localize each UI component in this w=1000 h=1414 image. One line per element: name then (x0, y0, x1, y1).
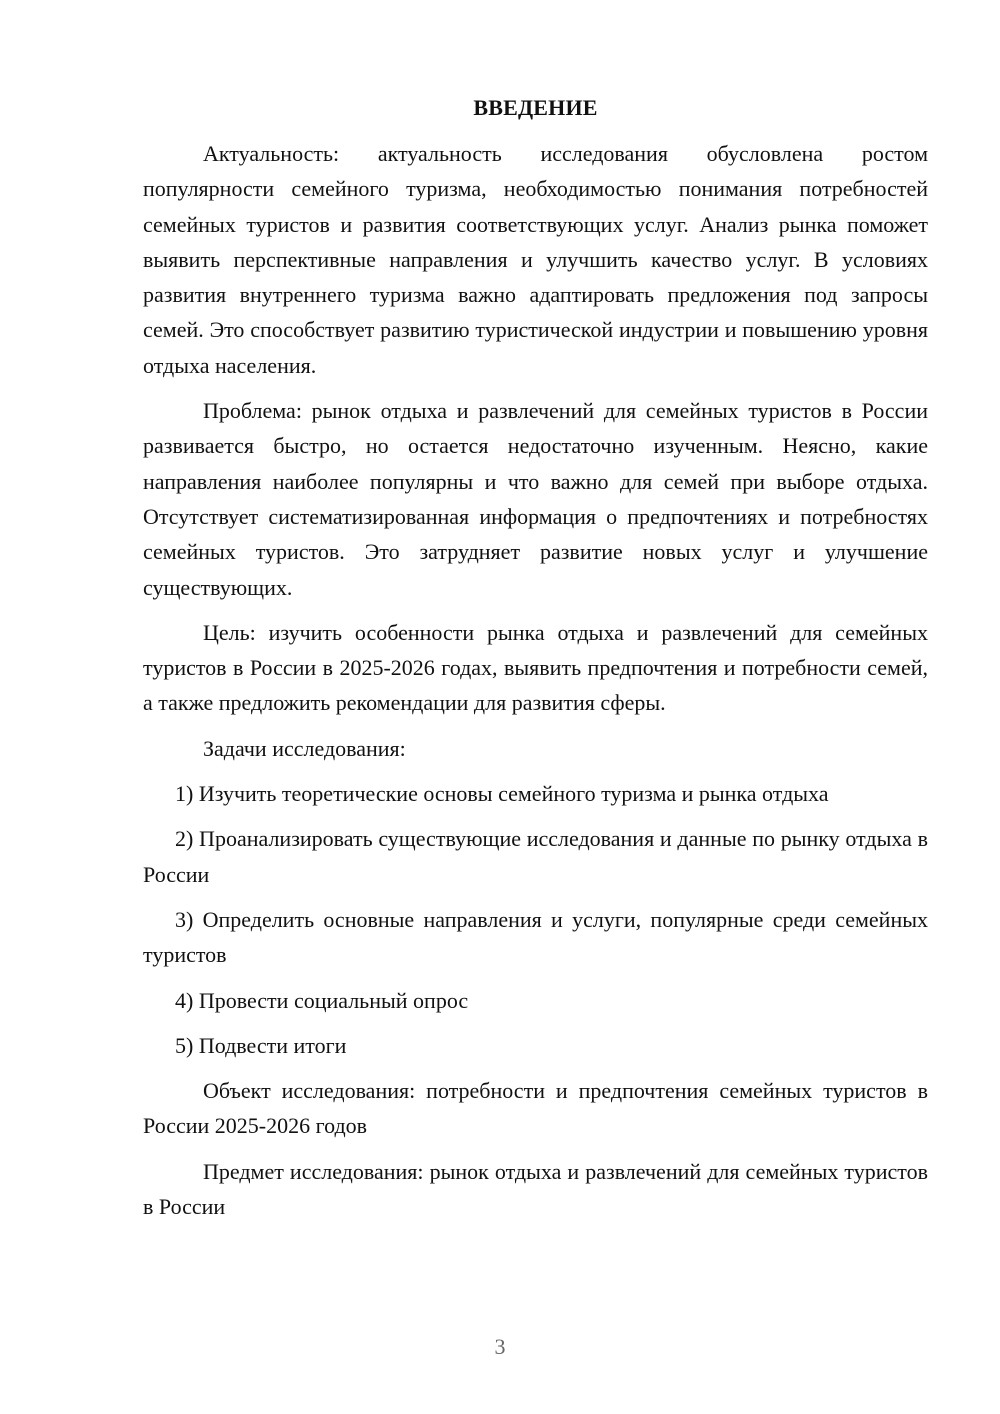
tasks-heading: Задачи исследования: (203, 735, 406, 761)
task-item: 5) Подвести итоги (175, 1032, 347, 1058)
page-number: 3 (494, 1334, 506, 1359)
section-title: ВВЕДЕНИЕ (473, 95, 598, 120)
document-page (143, 92, 928, 1234)
goal-paragraph: Цель: изучить особенности рынка отдыха и развлечений для семейных туристов в России в 2025-2026 годах, выявить предпочтения и потребности семей, а также предложить рекомендации для развития сферы. (143, 619, 928, 716)
task-item: 2) Проанализировать существующие исследования и данные по рынку отдыха в России (143, 826, 928, 887)
task-item: 3) Определить основные направления и услуги, популярные среди семейных туристов (143, 906, 928, 968)
object-paragraph: Объект исследования: потребности и предпочтения семейных туристов в России 2025-2026 годов (143, 1078, 928, 1139)
subject-paragraph: Предмет исследования: рынок отдыха и развлечений для семейных туристов в России (143, 1158, 928, 1220)
problem-paragraph: Проблема: рынок отдыха и развлечений для семейных туристов в России развивается быстро, но остается недостаточно изученным. Неясно, какие направления наиболее популярны и что важно для семей при выборе отдыха. Отсутствует систематизированная информация о предпочтениях и потребностях семейных туристов. Это затрудняет развитие новых услуг и улучшение существующих. (143, 398, 928, 600)
task-item: 4) Провести социальный опрос (175, 987, 469, 1013)
task-item: 1) Изучить теоретические основы семейного туризма и рынка отдыха (175, 781, 829, 807)
tasks-list (143, 776, 928, 1063)
relevance-paragraph: Актуальность: актуальность исследования обусловлена ростом популярности семейного туризма, необходимостью понимания потребностей семейных туристов и развития соответствующих услуг. Анализ рынка поможет выявить перспективные направления и улучшить качество услуг. В условиях развития внутреннего туризма важно адаптировать предложения под запросы семей. Это способствует развитию туристической индустрии и повышению уровня отдыха населения. (143, 141, 928, 378)
